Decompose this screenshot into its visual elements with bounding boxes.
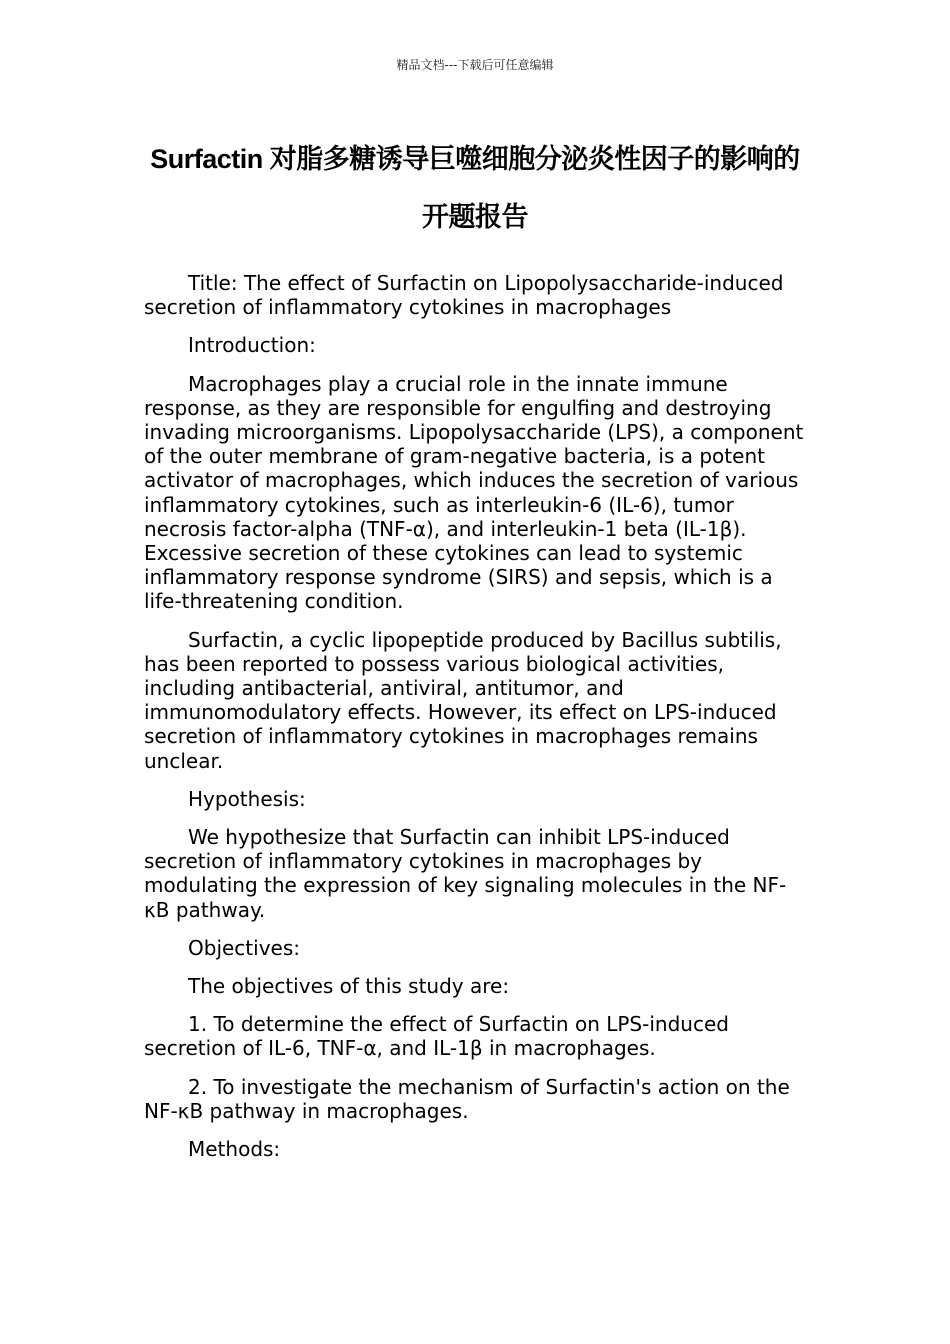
document-body bbox=[144, 271, 808, 1175]
heading-hypothesis: Hypothesis: bbox=[188, 786, 306, 811]
paragraph-introduction-macrophages: Macrophages play a crucial role in the innate immune response, as they are responsible for engulfing and destroying invading microorganisms. Lipopolysaccharide (LPS), a component of the outer membrane of gram-negative bacteria, is a potent activator of macrophages, which induces the secretion of various inflammatory cytokines, such as interleukin-6 (IL-6), tumor necrosis factor-alpha (TNF-α), and interleukin-1 beta (IL-1β). Excessive secretion of these cytokines can lead to systemic inflammatory response syndrome (SIRS) and sepsis, which is a life-threatening condition. bbox=[144, 371, 804, 614]
header-note: 精品文档---下载后可任意编辑 bbox=[396, 58, 554, 72]
paragraph-hypothesis: We hypothesize that Surfactin can inhibit LPS-induced secretion of inflammatory cytokines in macrophages by modulating the expression of key signaling molecules in the NF-κB pathway. bbox=[144, 825, 787, 922]
objective-item-2: 2. To investigate the mechanism of Surfactin's action on the NF-κB pathway in macrophages. bbox=[144, 1074, 790, 1123]
objective-item-1: 1. To determine the effect of Surfactin on LPS-induced secretion of IL-6, TNF-α, and IL-1β in macrophages. bbox=[144, 1012, 729, 1061]
heading-methods: Methods: bbox=[188, 1137, 281, 1162]
paragraph-title-line: Title: The effect of Surfactin on Lipopolysaccharide-induced secretion of inflammatory cytokines in macrophages bbox=[144, 271, 784, 320]
document-title: Surfactin 对脂多糖诱导巨噬细胞分泌炎性因子的影响的开题报告 bbox=[150, 144, 800, 232]
heading-introduction: Introduction: bbox=[188, 333, 316, 358]
heading-objectives: Objectives: bbox=[188, 935, 300, 960]
paragraph-introduction-surfactin: Surfactin, a cyclic lipopeptide produced by Bacillus subtilis, has been reported to possess various biological activities, including antibacterial, antiviral, antitumor, and immunomodulatory effects. However, its effect on LPS-induced secretion of inflammatory cytokines in macrophages remains unclear. bbox=[144, 627, 782, 773]
paragraph-objectives-intro: The objectives of this study are: bbox=[188, 974, 510, 999]
